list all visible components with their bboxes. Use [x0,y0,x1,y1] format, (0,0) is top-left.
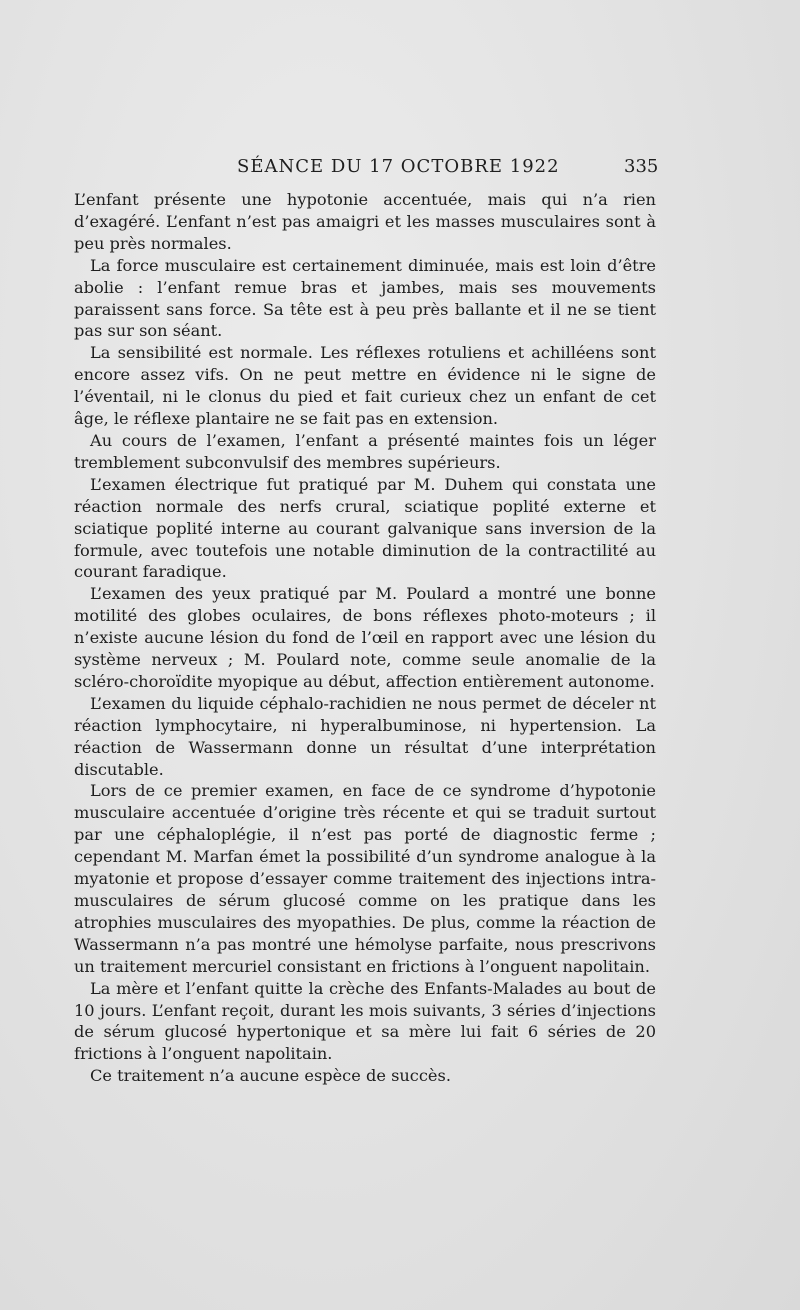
paragraph: L’examen des yeux pratiqué par M. Poulard a montré une bonne motilité des globes oculaires, de bons réflexes photo-moteurs ; il n’existe aucune lésion du fond de l’œil en rapport avec une lésion du système nerveux ; M. Poulard note, comme seule anomalie de la scléro-choroïdite myopique au début, affection entièrement autonome. [74,584,656,691]
page-number: 335 [624,156,659,177]
running-header [0,152,800,182]
paragraph: Ce traitement n’a aucune espèce de succès. [90,1066,451,1086]
paragraph: L’enfant présente une hypotonie accentuée, mais qui n’a rien d’exagéré. L’enfant n’est pas amaigri et les masses musculaires sont à peu près normales. [74,190,656,253]
paragraph: Au cours de l’examen, l’enfant a présenté maintes fois un léger tremblement subconvulsif des membres supérieurs. [74,430,656,472]
paragraph: L’examen du liquide céphalo-rachidien ne nous permet de déceler nt réaction lymphocytaire, ni hyperalbuminose, ni hypertension. La réaction de Wassermann donne un résultat d’une interprétation discutable. [74,693,656,779]
paragraph: Lors de ce premier examen, en face de ce syndrome d’hypotonie musculaire accentuée d’origine très récente et qui se traduit surtout par une céphaloplégie, il n’est pas porté de diagnostic ferme ; cependant M. Marfan émet la possibilité d’un syndrome analogue à la myatonie et propose d’essayer comme traitement des injections intra-musculaires de sérum glucosé comme on les pratique dans les atrophies musculaires des myopathies. De plus, comme la réaction de Wassermann n’a pas montré une hémolyse parfaite, nous prescrivons un traitement mercuriel consistant en frictions à l’onguent napolitain. [74,781,656,976]
paragraph: La mère et l’enfant quitte la crèche des Enfants-Malades au bout de 10 jours. L’enfant reçoit, durant les mois suivants, 3 séries d’injections de sérum glucosé hypertonique et sa mère lui fait 6 séries de 20 frictions à l’onguent napolitain. [74,978,656,1064]
paragraph: La force musculaire est certainement diminuée, mais est loin d’être abolie : l’enfant remue bras et jambes, mais ses mouvements paraissent sans force. Sa tête est à peu près ballante et il ne se tient pas sur son séant. [74,255,656,341]
body-text [74,189,656,1087]
running-title: SÉANCE DU 17 OCTOBRE 1922 [237,156,560,177]
paragraph: L’examen électrique fut pratiqué par M. Duhem qui constata une réaction normale des nerfs crural, sciatique poplité externe et sciatique poplité interne au courant galvanique sans inversion de la formule, avec toutefois une notable diminution de la contractilité au courant faradique. [74,474,656,582]
paragraph: La sensibilité est normale. Les réflexes rotuliens et achilléens sont encore assez vifs. On ne peut mettre en évidence ni le signe de l’éventail, ni le clonus du pied et fait curieux chez un enfant de cet âge, le réflexe plantaire ne se fait pas en extension. [74,343,656,429]
